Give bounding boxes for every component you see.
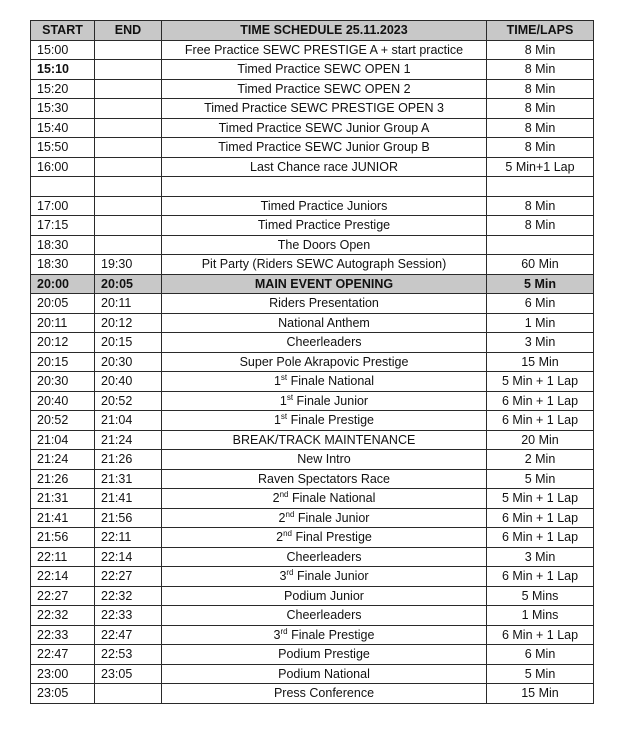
table-row <box>31 196 594 216</box>
start-time-cell: 21:56 <box>31 528 95 548</box>
end-time-cell: 20:15 <box>95 333 162 353</box>
event-label: Timed Practice SEWC OPEN 1 <box>237 62 411 77</box>
table-row <box>31 352 594 372</box>
end-time-cell <box>95 177 162 197</box>
event-label: Pit Party (Riders SEWC Autograph Session) <box>201 257 447 272</box>
end-time-cell: 21:56 <box>95 508 162 528</box>
time-laps-cell: 1 Mins <box>487 606 594 626</box>
event-label: 1 <box>273 413 281 428</box>
event-cell <box>162 372 487 392</box>
table-row <box>31 625 594 645</box>
end-time-cell <box>95 79 162 99</box>
end-time-cell <box>95 216 162 236</box>
start-time-cell: 20:52 <box>31 411 95 431</box>
start-time-cell: 17:00 <box>31 196 95 216</box>
time-laps-cell: 8 Min <box>487 118 594 138</box>
event-label: Timed Practice SEWC OPEN 2 <box>237 81 411 96</box>
event-cell <box>162 79 487 99</box>
ordinal-suffix: st <box>280 412 288 422</box>
event-cell <box>162 430 487 450</box>
event-label: 3 <box>273 627 281 642</box>
event-cell <box>162 196 487 216</box>
end-time-cell: 22:32 <box>95 586 162 606</box>
table-row <box>31 294 594 314</box>
event-label: Riders Presentation <box>269 296 379 311</box>
end-time-cell: 21:26 <box>95 450 162 470</box>
time-laps-cell: 6 Min + 1 Lap <box>487 391 594 411</box>
end-time-cell <box>95 118 162 138</box>
end-time-cell: 23:05 <box>95 664 162 684</box>
event-label-rest: Finale National <box>288 491 376 506</box>
end-time-cell <box>95 684 162 704</box>
end-time-cell: 20:52 <box>95 391 162 411</box>
time-laps-cell <box>487 235 594 255</box>
end-time-cell: 22:47 <box>95 625 162 645</box>
event-label: Podium Prestige <box>278 647 370 662</box>
table-row <box>31 216 594 236</box>
end-time-cell: 20:12 <box>95 313 162 333</box>
event-cell <box>162 411 487 431</box>
start-time-cell: 17:15 <box>31 216 95 236</box>
time-laps-cell: 60 Min <box>487 255 594 275</box>
header-end: END <box>95 21 162 41</box>
time-laps-cell: 6 Min + 1 Lap <box>487 411 594 431</box>
time-laps-cell: 6 Min + 1 Lap <box>487 567 594 587</box>
time-laps-cell: 5 Mins <box>487 586 594 606</box>
table-row <box>31 40 594 60</box>
end-time-cell: 20:11 <box>95 294 162 314</box>
event-cell <box>162 294 487 314</box>
schedule-table <box>30 20 594 704</box>
start-time-cell: 15:30 <box>31 99 95 119</box>
event-label: Timed Practice SEWC Junior Group B <box>218 140 430 155</box>
time-laps-cell: 6 Min <box>487 294 594 314</box>
time-laps-cell: 15 Min <box>487 352 594 372</box>
event-cell <box>162 645 487 665</box>
event-cell <box>162 664 487 684</box>
table-row <box>31 430 594 450</box>
time-laps-cell: 20 Min <box>487 430 594 450</box>
event-label: MAIN EVENT OPENING <box>254 276 394 291</box>
event-cell <box>162 118 487 138</box>
time-laps-cell: 5 Min <box>487 274 594 294</box>
end-time-cell: 22:27 <box>95 567 162 587</box>
time-laps-cell: 5 Min + 1 Lap <box>487 372 594 392</box>
table-row <box>31 274 594 294</box>
time-laps-cell: 15 Min <box>487 684 594 704</box>
end-time-cell: 22:33 <box>95 606 162 626</box>
event-cell <box>162 684 487 704</box>
table-row <box>31 411 594 431</box>
end-time-cell: 21:24 <box>95 430 162 450</box>
event-label: National Anthem <box>278 315 370 330</box>
start-time-cell: 15:10 <box>31 60 95 80</box>
start-time-cell: 21:24 <box>31 450 95 470</box>
event-cell <box>162 157 487 177</box>
end-time-cell: 20:05 <box>95 274 162 294</box>
event-cell <box>162 586 487 606</box>
event-cell <box>162 138 487 158</box>
time-laps-cell: 1 Min <box>487 313 594 333</box>
start-time-cell: 21:04 <box>31 430 95 450</box>
table-row <box>31 99 594 119</box>
ordinal-suffix: nd <box>279 490 289 500</box>
table-row <box>31 235 594 255</box>
time-laps-cell: 6 Min + 1 Lap <box>487 508 594 528</box>
start-time-cell: 22:33 <box>31 625 95 645</box>
table-row <box>31 450 594 470</box>
start-time-cell: 22:14 <box>31 567 95 587</box>
event-label: Timed Practice SEWC Junior Group A <box>218 120 430 135</box>
start-time-cell: 15:20 <box>31 79 95 99</box>
event-cell <box>162 352 487 372</box>
end-time-cell <box>95 157 162 177</box>
end-time-cell: 21:04 <box>95 411 162 431</box>
event-label: 2 <box>278 510 286 525</box>
event-label: 3 <box>279 569 287 584</box>
ordinal-suffix: st <box>286 392 294 402</box>
time-laps-cell: 5 Min + 1 Lap <box>487 489 594 509</box>
end-time-cell: 22:14 <box>95 547 162 567</box>
event-label: 1 <box>279 393 287 408</box>
time-laps-cell: 8 Min <box>487 99 594 119</box>
table-row <box>31 489 594 509</box>
event-cell <box>162 177 487 197</box>
time-laps-cell: 5 Min <box>487 664 594 684</box>
table-row <box>31 508 594 528</box>
start-time-cell: 15:50 <box>31 138 95 158</box>
event-cell <box>162 547 487 567</box>
end-time-cell: 22:11 <box>95 528 162 548</box>
event-label: Cheerleaders <box>286 608 362 623</box>
event-label: Cheerleaders <box>286 335 362 350</box>
schedule-body <box>31 21 594 704</box>
start-time-cell: 22:27 <box>31 586 95 606</box>
time-laps-cell: 8 Min <box>487 40 594 60</box>
table-row <box>31 469 594 489</box>
header-title: TIME SCHEDULE 25.11.2023 <box>162 21 487 41</box>
table-row <box>31 528 594 548</box>
event-cell <box>162 567 487 587</box>
table-row <box>31 586 594 606</box>
event-cell <box>162 450 487 470</box>
time-laps-cell: 8 Min <box>487 138 594 158</box>
event-cell <box>162 606 487 626</box>
start-time-cell: 18:30 <box>31 255 95 275</box>
event-cell <box>162 60 487 80</box>
event-cell <box>162 508 487 528</box>
event-cell <box>162 469 487 489</box>
table-row <box>31 372 594 392</box>
end-time-cell: 21:41 <box>95 489 162 509</box>
start-time-cell: 20:05 <box>31 294 95 314</box>
time-laps-cell: 3 Min <box>487 547 594 567</box>
time-laps-cell: 6 Min + 1 Lap <box>487 528 594 548</box>
header-time-laps: TIME/LAPS <box>487 21 594 41</box>
start-time-cell: 23:05 <box>31 684 95 704</box>
event-cell <box>162 40 487 60</box>
time-laps-cell: 8 Min <box>487 196 594 216</box>
event-label-rest: Finale National <box>287 374 375 389</box>
start-time-cell: 16:00 <box>31 157 95 177</box>
event-label: Timed Practice Prestige <box>257 218 391 233</box>
end-time-cell: 19:30 <box>95 255 162 275</box>
ordinal-suffix: nd <box>285 509 295 519</box>
table-row <box>31 547 594 567</box>
end-time-cell: 21:31 <box>95 469 162 489</box>
ordinal-suffix: rd <box>286 568 294 578</box>
end-time-cell: 20:30 <box>95 352 162 372</box>
event-label: Free Practice SEWC PRESTIGE A + start practice <box>184 42 464 57</box>
ordinal-suffix: rd <box>280 626 288 636</box>
event-cell <box>162 313 487 333</box>
event-label-rest: Finale Junior <box>293 569 369 584</box>
event-cell <box>162 99 487 119</box>
end-time-cell <box>95 40 162 60</box>
table-row <box>31 138 594 158</box>
start-time-cell: 20:11 <box>31 313 95 333</box>
start-time-cell: 20:00 <box>31 274 95 294</box>
ordinal-suffix: nd <box>283 529 292 539</box>
table-row <box>31 79 594 99</box>
table-row <box>31 118 594 138</box>
start-time-cell: 21:41 <box>31 508 95 528</box>
event-cell <box>162 216 487 236</box>
table-row <box>31 255 594 275</box>
start-time-cell: 15:40 <box>31 118 95 138</box>
end-time-cell <box>95 196 162 216</box>
event-label: The Doors Open <box>277 237 371 252</box>
event-label: Cheerleaders <box>286 549 362 564</box>
table-row <box>31 684 594 704</box>
start-time-cell: 21:31 <box>31 489 95 509</box>
end-time-cell <box>95 99 162 119</box>
table-row <box>31 567 594 587</box>
event-cell <box>162 391 487 411</box>
start-time-cell: 22:47 <box>31 645 95 665</box>
time-laps-cell: 8 Min <box>487 216 594 236</box>
start-time-cell: 22:11 <box>31 547 95 567</box>
table-row <box>31 645 594 665</box>
ordinal-suffix: st <box>280 373 288 383</box>
event-cell <box>162 235 487 255</box>
start-time-cell: 23:00 <box>31 664 95 684</box>
start-time-cell: 20:15 <box>31 352 95 372</box>
event-label: Raven Spectators Race <box>257 471 390 486</box>
start-time-cell: 15:00 <box>31 40 95 60</box>
table-row <box>31 157 594 177</box>
start-time-cell: 21:26 <box>31 469 95 489</box>
end-time-cell: 20:40 <box>95 372 162 392</box>
event-label-rest: Finale Junior <box>293 393 369 408</box>
event-cell <box>162 274 487 294</box>
time-laps-cell: 8 Min <box>487 60 594 80</box>
time-laps-cell: 8 Min <box>487 79 594 99</box>
start-time-cell: 18:30 <box>31 235 95 255</box>
time-laps-cell: 5 Min <box>487 469 594 489</box>
event-label: 2 <box>272 491 280 506</box>
time-laps-cell: 6 Min <box>487 645 594 665</box>
event-label: Podium Junior <box>284 588 364 603</box>
table-row <box>31 391 594 411</box>
start-time-cell: 22:32 <box>31 606 95 626</box>
time-laps-cell: 5 Min+1 Lap <box>487 157 594 177</box>
header-start: START <box>31 21 95 41</box>
time-laps-cell <box>487 177 594 197</box>
event-label: BREAK/TRACK MAINTENANCE <box>232 432 416 447</box>
event-cell <box>162 625 487 645</box>
event-cell <box>162 489 487 509</box>
table-row <box>31 313 594 333</box>
end-time-cell <box>95 235 162 255</box>
start-time-cell <box>31 177 95 197</box>
event-cell <box>162 528 487 548</box>
table-row <box>31 333 594 353</box>
event-label: Podium National <box>278 666 370 681</box>
table-row <box>31 177 594 197</box>
event-label: 1 <box>273 374 281 389</box>
table-row <box>31 60 594 80</box>
start-time-cell: 20:30 <box>31 372 95 392</box>
event-label-rest: Finale Junior <box>294 510 370 525</box>
table-row <box>31 606 594 626</box>
event-label: Timed Practice Juniors <box>260 198 388 213</box>
start-time-cell: 20:40 <box>31 391 95 411</box>
event-label: New Intro <box>297 452 351 467</box>
time-laps-cell: 6 Min + 1 Lap <box>487 625 594 645</box>
event-cell <box>162 255 487 275</box>
header-row <box>31 21 594 41</box>
end-time-cell <box>95 138 162 158</box>
event-cell <box>162 333 487 353</box>
event-label: Timed Practice SEWC PRESTIGE OPEN 3 <box>204 101 444 116</box>
time-laps-cell: 3 Min <box>487 333 594 353</box>
event-label: Last Chance race JUNIOR <box>250 159 398 174</box>
end-time-cell: 22:53 <box>95 645 162 665</box>
start-time-cell: 20:12 <box>31 333 95 353</box>
event-label-rest: Finale Prestige <box>287 627 375 642</box>
event-label: 2 <box>276 530 284 545</box>
time-laps-cell: 2 Min <box>487 450 594 470</box>
event-label-rest: Finale Prestige <box>287 413 375 428</box>
event-label: Press Conference <box>273 686 375 701</box>
event-label-rest: Final Prestige <box>291 530 372 545</box>
table-row <box>31 664 594 684</box>
event-label: Super Pole Akrapovic Prestige <box>239 354 409 369</box>
end-time-cell <box>95 60 162 80</box>
